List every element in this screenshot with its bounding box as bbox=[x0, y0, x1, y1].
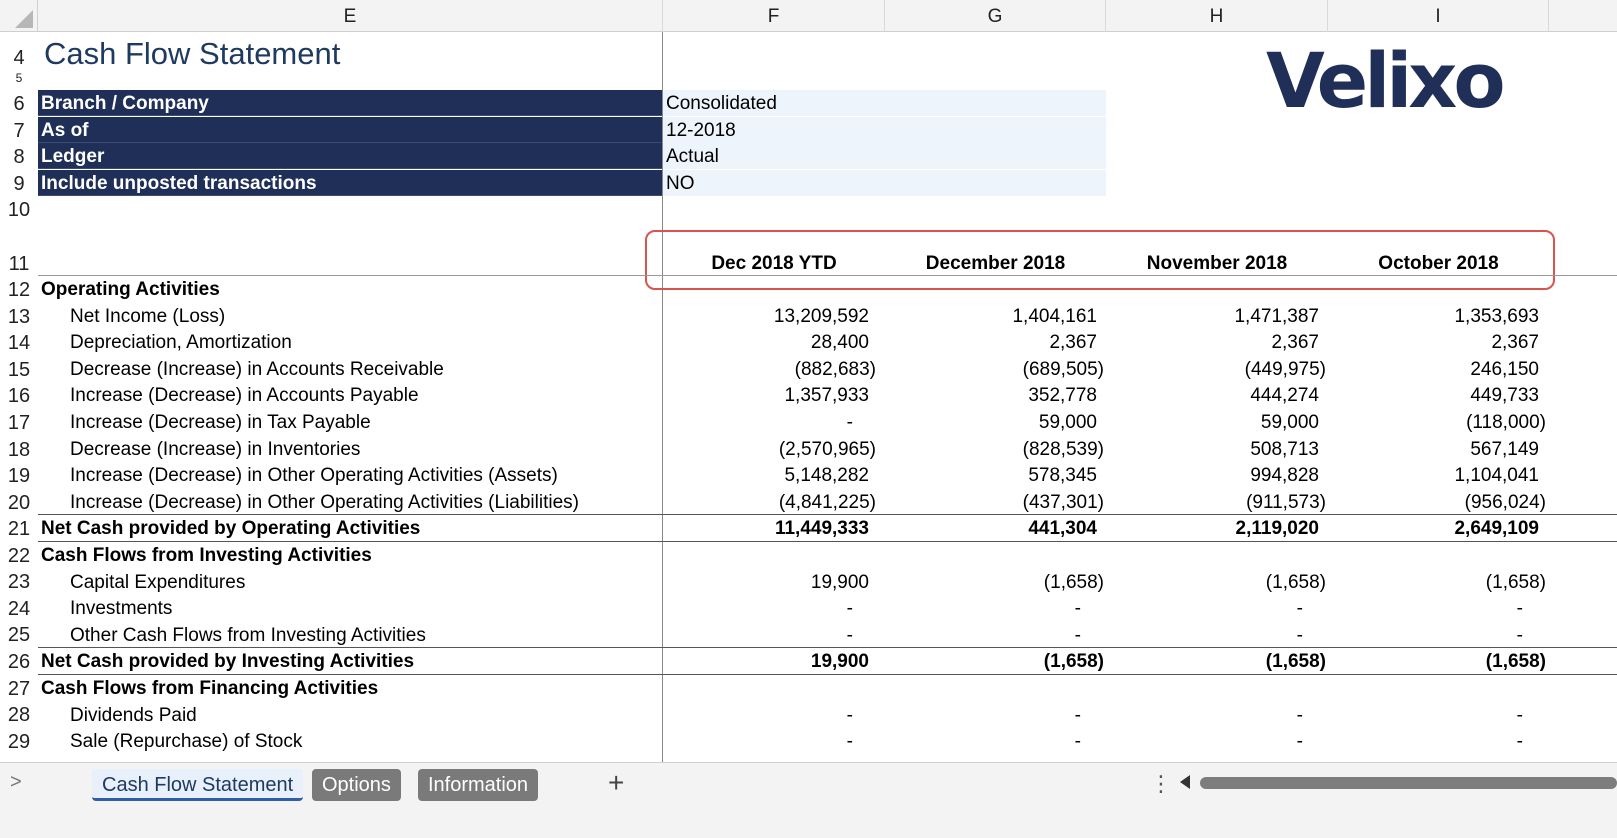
param-label-as-of[interactable]: As of bbox=[38, 117, 662, 143]
velixo-logo: Velixo bbox=[1266, 36, 1502, 125]
line-item-label[interactable]: Increase (Decrease) in Other Operating Activities (Liabilities) bbox=[70, 492, 579, 513]
amount-cell[interactable]: 19,900 bbox=[810, 651, 869, 672]
row-header[interactable]: 16 bbox=[7, 385, 31, 407]
amount-cell[interactable]: (118,000) bbox=[1466, 412, 1546, 433]
column-divider bbox=[662, 32, 663, 762]
param-label-ledger[interactable]: Ledger bbox=[38, 143, 662, 169]
amount-cell[interactable] bbox=[669, 675, 869, 701]
amount-cell[interactable]: (1,658) bbox=[1485, 572, 1546, 593]
amount-cell[interactable]: 441,304 bbox=[1028, 518, 1097, 539]
row-header[interactable]: 15 bbox=[7, 359, 31, 381]
row-header[interactable]: 19 bbox=[7, 465, 31, 487]
amount-cell[interactable]: (1,658) bbox=[1485, 651, 1546, 672]
period-header-nov[interactable]: November 2018 bbox=[1146, 253, 1288, 274]
amount-cell[interactable]: 1,353,693 bbox=[1454, 306, 1539, 327]
amount-cell[interactable]: - bbox=[1296, 625, 1303, 646]
amount-cell[interactable] bbox=[1339, 542, 1539, 568]
amount-cell[interactable]: 246,150 bbox=[1470, 359, 1539, 380]
row-header[interactable]: 27 bbox=[7, 678, 31, 700]
amount-cell[interactable]: (449,975) bbox=[1244, 359, 1326, 380]
amount-cell[interactable]: (1,658) bbox=[1043, 572, 1104, 593]
row-header[interactable]: 13 bbox=[7, 306, 31, 328]
period-header-oct[interactable]: October 2018 bbox=[1378, 253, 1499, 274]
amount-cell[interactable]: (4,841,225) bbox=[778, 492, 876, 513]
spreadsheet-grid[interactable] bbox=[38, 32, 1617, 762]
amount-cell[interactable]: (1,658) bbox=[1265, 572, 1326, 593]
total-border-top bbox=[38, 647, 1617, 648]
amount-cell[interactable]: (1,658) bbox=[1265, 651, 1326, 672]
amount-cell[interactable]: (828,539) bbox=[1022, 439, 1104, 460]
amount-cell[interactable]: 2,367 bbox=[1491, 332, 1539, 353]
line-item-label[interactable]: Increase (Decrease) in Other Operating Activities (Assets) bbox=[70, 465, 558, 486]
row-header[interactable]: 20 bbox=[7, 492, 31, 514]
amount-cell[interactable]: (882,683) bbox=[794, 359, 876, 380]
amount-cell[interactable]: 449,733 bbox=[1470, 385, 1539, 406]
amount-cell[interactable]: 59,000 bbox=[1038, 412, 1097, 433]
line-item-label[interactable]: Decrease (Increase) in Inventories bbox=[70, 439, 361, 460]
amount-cell[interactable]: - bbox=[1074, 705, 1081, 726]
amount-cell[interactable]: - bbox=[846, 731, 853, 752]
amount-cell[interactable]: 59,000 bbox=[1260, 412, 1319, 433]
amount-cell[interactable]: 352,778 bbox=[1028, 385, 1097, 406]
line-item-label[interactable]: Sale (Repurchase) of Stock bbox=[70, 731, 303, 752]
amount-cell[interactable] bbox=[1339, 675, 1539, 701]
column-header-bar bbox=[0, 0, 1617, 32]
line-item-label[interactable]: Other Cash Flows from Investing Activities bbox=[70, 625, 426, 646]
param-label-unposted[interactable]: Include unposted transactions bbox=[38, 170, 662, 196]
row-header[interactable]: 8 bbox=[13, 146, 25, 168]
line-item-label[interactable]: Increase (Decrease) in Tax Payable bbox=[70, 412, 371, 433]
amount-cell[interactable]: - bbox=[846, 705, 853, 726]
line-item-label[interactable]: Depreciation, Amortization bbox=[70, 332, 292, 353]
param-label-branch[interactable]: Branch / Company bbox=[38, 90, 662, 116]
more-options-icon[interactable]: ⋮ bbox=[1150, 771, 1172, 796]
amount-cell[interactable] bbox=[1119, 276, 1319, 302]
amount-cell[interactable]: - bbox=[1074, 625, 1081, 646]
row-header[interactable]: 29 bbox=[7, 731, 31, 753]
scroll-left-icon[interactable] bbox=[1180, 775, 1190, 789]
row-header-bar bbox=[0, 32, 38, 762]
amount-cell[interactable] bbox=[1339, 276, 1539, 302]
row-header[interactable]: 24 bbox=[7, 598, 31, 620]
select-all-button[interactable] bbox=[0, 0, 38, 32]
amount-cell[interactable]: 5,148,282 bbox=[784, 465, 869, 486]
amount-cell[interactable]: - bbox=[846, 625, 853, 646]
amount-cell[interactable]: - bbox=[1074, 731, 1081, 752]
row-header[interactable]: 5 bbox=[15, 72, 23, 84]
line-item-label[interactable]: Decrease (Increase) in Accounts Receivable bbox=[70, 359, 444, 380]
amount-cell[interactable]: - bbox=[1516, 705, 1523, 726]
param-value-ledger[interactable]: Actual bbox=[663, 143, 1106, 169]
amount-cell[interactable]: - bbox=[1296, 705, 1303, 726]
row-header[interactable]: 4 bbox=[13, 47, 25, 69]
row-header[interactable]: 7 bbox=[13, 120, 25, 142]
amount-cell[interactable] bbox=[1119, 542, 1319, 568]
line-item-label[interactable]: Net Income (Loss) bbox=[70, 306, 226, 327]
amount-cell[interactable]: 28,400 bbox=[810, 332, 869, 353]
header-border bbox=[38, 275, 1617, 276]
period-header-ytd[interactable]: Dec 2018 YTD bbox=[711, 253, 837, 274]
amount-cell[interactable] bbox=[669, 276, 869, 302]
amount-cell[interactable]: 567,149 bbox=[1470, 439, 1539, 460]
line-item-label[interactable]: Investments bbox=[70, 598, 173, 619]
amount-cell[interactable] bbox=[1119, 675, 1319, 701]
select-all-icon bbox=[15, 10, 33, 28]
amount-cell[interactable]: 1,357,933 bbox=[784, 385, 869, 406]
amount-cell[interactable]: 13,209,592 bbox=[773, 306, 869, 327]
report-title[interactable]: Cash Flow Statement bbox=[44, 36, 341, 71]
add-sheet-icon[interactable]: + bbox=[608, 767, 625, 798]
column-header-e[interactable]: E bbox=[38, 0, 663, 32]
sheet-tab-information[interactable]: Information bbox=[418, 769, 538, 801]
row-header[interactable]: 6 bbox=[13, 93, 25, 115]
amount-cell[interactable]: 1,471,387 bbox=[1234, 306, 1319, 327]
amount-cell[interactable]: - bbox=[1296, 731, 1303, 752]
row-header[interactable]: 12 bbox=[7, 279, 31, 301]
column-header-f[interactable]: F bbox=[663, 0, 885, 32]
amount-cell[interactable]: 1,404,161 bbox=[1012, 306, 1097, 327]
amount-cell[interactable]: - bbox=[1074, 598, 1081, 619]
amount-cell[interactable] bbox=[669, 542, 869, 568]
row-header[interactable]: 28 bbox=[7, 704, 31, 726]
line-item-label[interactable]: Increase (Decrease) in Accounts Payable bbox=[70, 385, 419, 406]
row-header[interactable]: 25 bbox=[7, 624, 31, 646]
param-value-branch[interactable]: Consolidated bbox=[663, 90, 1106, 116]
column-header-h[interactable]: H bbox=[1106, 0, 1328, 32]
amount-cell[interactable]: 11,449,333 bbox=[774, 518, 869, 539]
status-bar bbox=[0, 808, 1617, 838]
row-header[interactable]: 26 bbox=[7, 651, 31, 673]
amount-cell[interactable]: (1,658) bbox=[1043, 651, 1104, 672]
column-header-g[interactable]: G bbox=[885, 0, 1106, 32]
row-header[interactable]: 14 bbox=[7, 332, 31, 354]
amount-cell[interactable]: 994,828 bbox=[1250, 465, 1319, 486]
amount-cell[interactable]: 2,367 bbox=[1271, 332, 1319, 353]
amount-cell[interactable]: - bbox=[1516, 731, 1523, 752]
horizontal-scrollbar[interactable] bbox=[1200, 777, 1617, 789]
amount-cell[interactable] bbox=[897, 675, 1097, 701]
line-item-label[interactable]: Capital Expenditures bbox=[70, 572, 246, 593]
amount-cell[interactable]: - bbox=[1516, 598, 1523, 619]
section-label[interactable]: Cash Flows from Investing Activities bbox=[41, 545, 372, 566]
amount-cell[interactable]: (2,570,965) bbox=[778, 439, 876, 460]
section-label[interactable]: Operating Activities bbox=[41, 279, 220, 300]
row-header[interactable]: 11 bbox=[8, 253, 30, 275]
chevron-right-icon[interactable]: > bbox=[10, 771, 22, 793]
amount-cell[interactable]: - bbox=[1516, 625, 1523, 646]
amount-cell[interactable]: 19,900 bbox=[810, 572, 869, 593]
row-header[interactable]: 23 bbox=[7, 571, 31, 593]
total-label[interactable]: Net Cash provided by Operating Activities bbox=[41, 518, 421, 539]
sheet-tab-bar bbox=[0, 762, 1617, 808]
amount-cell[interactable]: 2,119,020 bbox=[1235, 518, 1319, 539]
row-header[interactable]: 17 bbox=[7, 412, 31, 434]
amount-cell[interactable]: (911,573) bbox=[1246, 492, 1326, 513]
amount-cell[interactable]: - bbox=[846, 412, 853, 433]
amount-cell[interactable]: 444,274 bbox=[1250, 385, 1319, 406]
total-label[interactable]: Net Cash provided by Investing Activities bbox=[41, 651, 415, 672]
amount-cell[interactable]: (689,505) bbox=[1022, 359, 1104, 380]
column-header-i[interactable]: I bbox=[1328, 0, 1549, 32]
row-header[interactable]: 10 bbox=[7, 199, 31, 221]
section-label[interactable]: Cash Flows from Financing Activities bbox=[41, 678, 379, 699]
row-header[interactable]: 18 bbox=[7, 439, 31, 461]
row-header[interactable]: 21 bbox=[7, 518, 31, 540]
amount-cell[interactable]: 508,713 bbox=[1250, 439, 1319, 460]
line-item-label[interactable]: Dividends Paid bbox=[70, 705, 197, 726]
amount-cell[interactable] bbox=[897, 542, 1097, 568]
amount-cell[interactable]: - bbox=[846, 598, 853, 619]
period-header-dec[interactable]: December 2018 bbox=[925, 253, 1066, 274]
amount-cell[interactable]: 1,104,041 bbox=[1454, 465, 1539, 486]
amount-cell[interactable]: 2,649,109 bbox=[1454, 518, 1539, 539]
param-value-as-of[interactable]: 12-2018 bbox=[663, 117, 1106, 143]
total-border-top bbox=[38, 514, 1617, 515]
row-header[interactable]: 9 bbox=[13, 173, 25, 195]
sheet-tab-cash-flow-statement[interactable]: Cash Flow Statement bbox=[92, 769, 303, 801]
row-header[interactable]: 22 bbox=[7, 545, 31, 567]
amount-cell[interactable] bbox=[897, 276, 1097, 302]
sheet-tab-options[interactable]: Options bbox=[312, 769, 401, 801]
amount-cell[interactable]: (437,301) bbox=[1022, 492, 1104, 513]
amount-cell[interactable]: 578,345 bbox=[1028, 465, 1097, 486]
param-value-unposted[interactable]: NO bbox=[663, 170, 1106, 196]
amount-cell[interactable]: 2,367 bbox=[1049, 332, 1097, 353]
amount-cell[interactable]: (956,024) bbox=[1464, 492, 1546, 513]
amount-cell[interactable]: - bbox=[1296, 598, 1303, 619]
